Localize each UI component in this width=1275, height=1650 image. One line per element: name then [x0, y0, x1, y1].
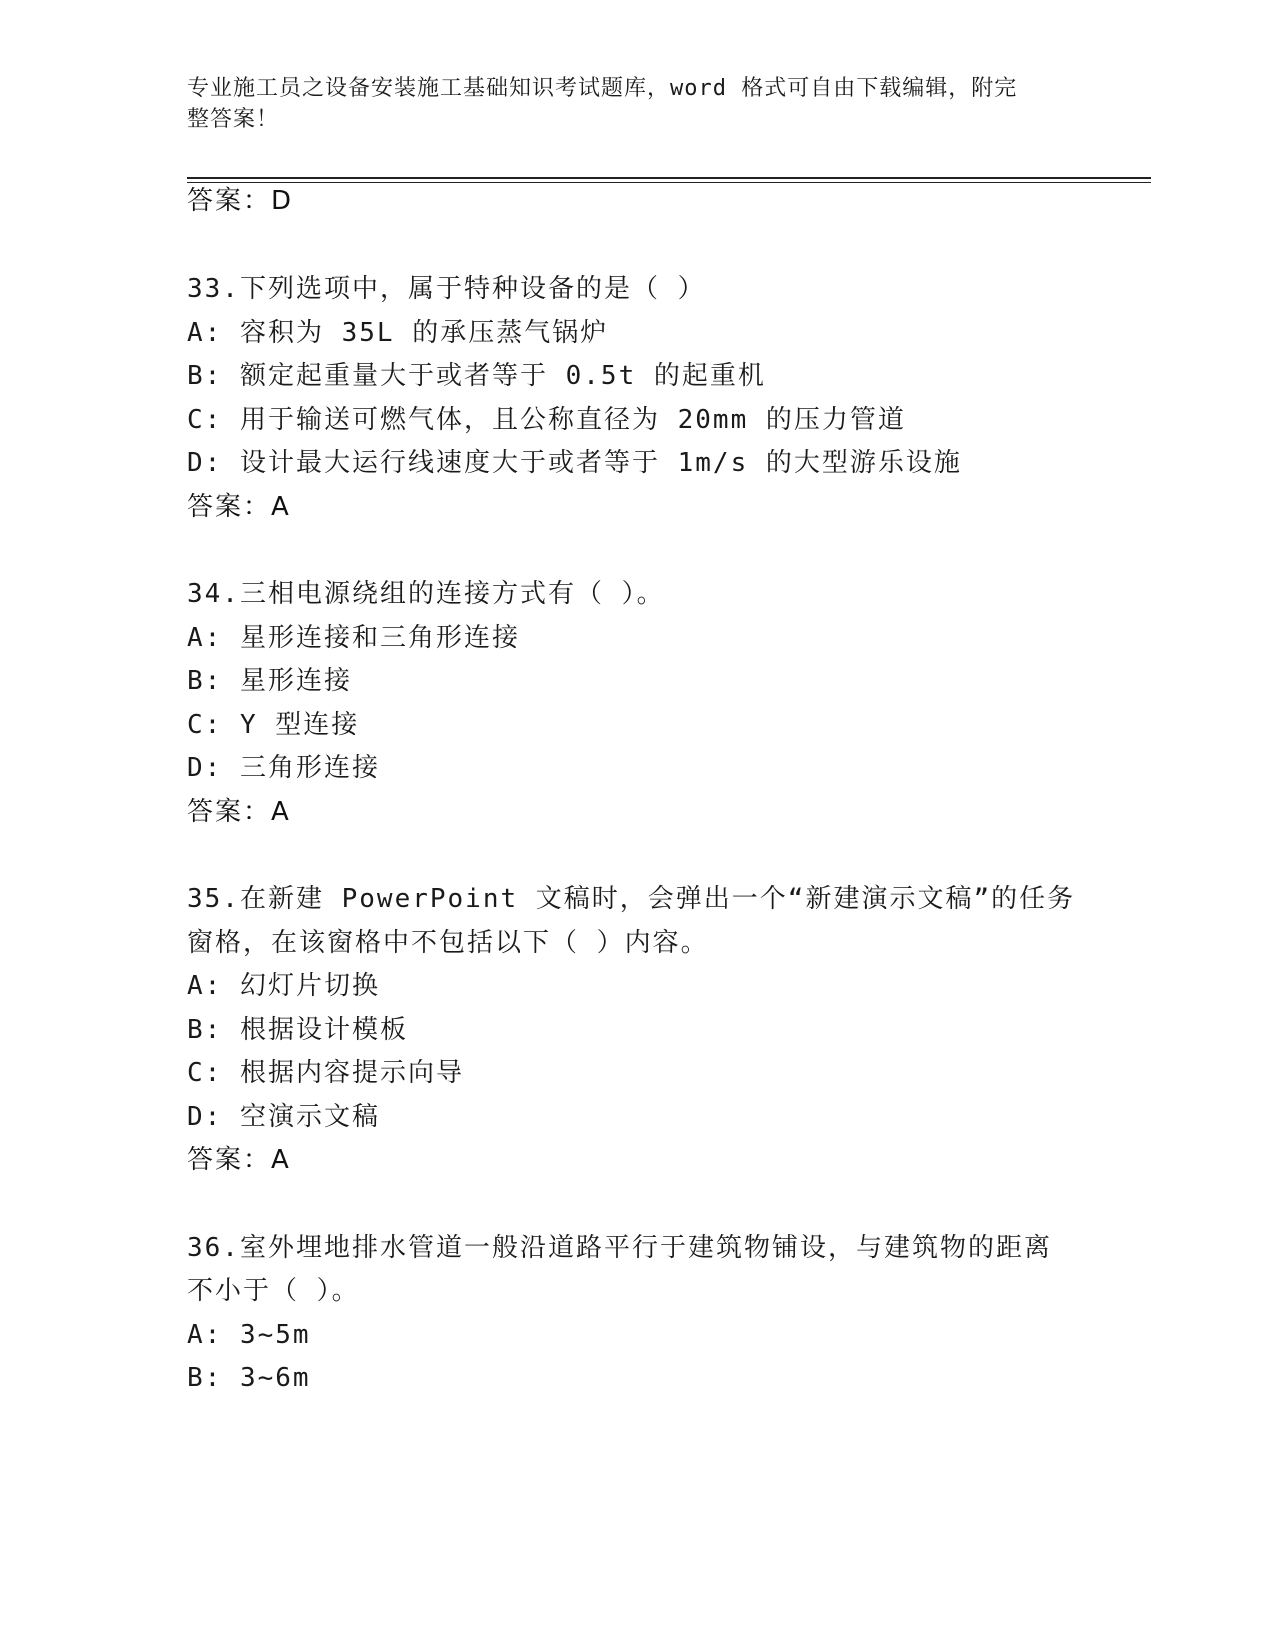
answer-label: 答案：A	[187, 1145, 291, 1175]
question-stem-continued: 窗格，在该窗格中不包括以下（ ）内容。	[187, 928, 709, 958]
header-note-line-1: 专业施工员之设备安装施工基础知识考试题库，word 格式可自由下载编辑，附完	[187, 76, 1018, 101]
header-note-line-2: 整答案！	[187, 107, 280, 132]
option-d: D: 三角形连接	[187, 753, 380, 783]
question-stem-continued: 不小于（ ）。	[187, 1276, 360, 1306]
question-stem: 34.三相电源绕组的连接方式有（ ）。	[187, 579, 665, 609]
question-stem: 35.在新建 PowerPoint 文稿时，会弹出一个“新建演示文稿”的任务	[187, 884, 1076, 914]
header-rule-thin	[187, 182, 1151, 183]
option-c: C: Y 型连接	[187, 710, 360, 740]
answer-label: 答案：A	[187, 492, 291, 522]
option-a: A: 星形连接和三角形连接	[187, 623, 520, 653]
answer-label: 答案：A	[187, 797, 291, 827]
header-rule	[187, 177, 1151, 179]
option-a: A: 3~5m	[187, 1320, 311, 1350]
option-d: D: 空演示文稿	[187, 1102, 380, 1132]
option-b: B: 星形连接	[187, 666, 352, 696]
option-c: C: 用于输送可燃气体，且公称直径为 20mm 的压力管道	[187, 405, 906, 435]
option-a: A: 容积为 35L 的承压蒸气锅炉	[187, 318, 609, 348]
header-note	[187, 73, 1087, 135]
option-b: B: 3~6m	[187, 1363, 311, 1393]
option-d: D: 设计最大运行线速度大于或者等于 1m/s 的大型游乐设施	[187, 448, 962, 478]
question-stem: 33.下列选项中，属于特种设备的是（ ）	[187, 274, 706, 304]
question-stem: 36.室外埋地排水管道一般沿道路平行于建筑物铺设，与建筑物的距离	[187, 1233, 1052, 1263]
option-c: C: 根据内容提示向导	[187, 1058, 464, 1088]
answer-label: 答案：D	[187, 186, 294, 216]
option-b: B: 根据设计模板	[187, 1015, 408, 1045]
option-b: B: 额定起重量大于或者等于 0.5t 的起重机	[187, 361, 766, 391]
option-a: A: 幻灯片切换	[187, 971, 380, 1001]
